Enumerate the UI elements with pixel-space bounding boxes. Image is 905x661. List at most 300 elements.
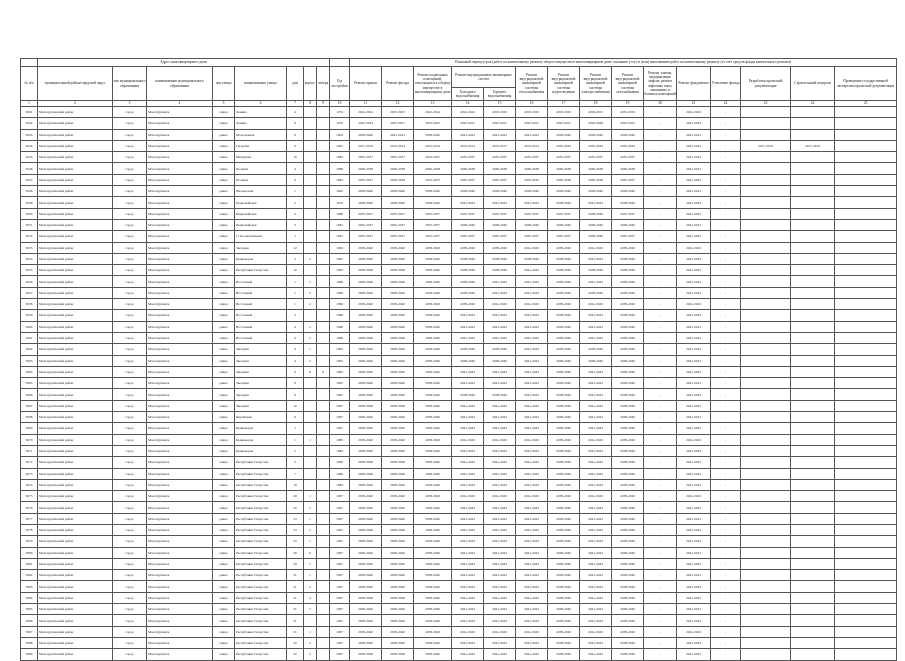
table-cell — [791, 186, 835, 197]
table-cell: 2041-2043 — [677, 355, 711, 366]
table-cell: - — [711, 152, 741, 163]
table-cell: 2041-2043 — [516, 649, 548, 660]
table-cell: 2038-2040 — [414, 626, 452, 637]
table-cell: 2041-2043 — [452, 604, 484, 615]
table-cell: - — [644, 253, 677, 264]
table-cell: - — [711, 445, 741, 456]
table-cell: 2038-2040 — [350, 265, 382, 276]
table-cell: 2038-2040 — [350, 186, 382, 197]
table-row — [21, 378, 897, 389]
table-cell: 1981 — [330, 219, 350, 230]
table-cell: 2041-2043 — [484, 310, 516, 321]
table-cell: - — [644, 626, 677, 637]
table-cell: - — [644, 366, 677, 377]
table-cell: 2038-2040 — [350, 491, 382, 502]
table-cell: 2041-2043 — [452, 502, 484, 513]
table-cell: 2038-2040 — [548, 434, 580, 445]
table-cell: Малопургинский район — [38, 310, 113, 321]
table-cell: 2038-2040 — [350, 592, 382, 603]
table-cell: 2038-2040 — [484, 253, 516, 264]
table-cell — [835, 491, 897, 502]
table-cell: 2038-2040 — [548, 649, 580, 660]
table-cell: Малопургинск — [147, 140, 213, 151]
table-cell: Малопургинск — [147, 378, 213, 389]
table-cell: Малопургинск — [147, 129, 213, 140]
table-cell — [317, 321, 330, 332]
table-cell: 2041-2043 — [484, 366, 516, 377]
table-cell: - — [711, 423, 741, 434]
table-cell: 2038-2040 — [414, 321, 452, 332]
table-cell: 2038-2040 — [548, 445, 580, 456]
table-cell: 2041-2043 — [580, 502, 612, 513]
table-cell — [835, 637, 897, 648]
table-cell: 1 — [287, 299, 304, 310]
table-cell: 2041-2043 — [516, 536, 548, 547]
table-cell: 2038-2040 — [548, 265, 580, 276]
table-cell: 2041-2043 — [580, 253, 612, 264]
table-cell: 2041-2043 — [484, 434, 516, 445]
table-header — [21, 59, 897, 107]
table-cell: 2041-2043 — [580, 479, 612, 490]
table-cell: город — [113, 276, 147, 287]
table-cell: улица — [213, 445, 235, 456]
table-cell: 9 — [287, 129, 304, 140]
table-cell: 2038-2040 — [548, 355, 580, 366]
table-cell: 2041-2043 — [677, 253, 711, 264]
table-cell: 2038-2040 — [548, 626, 580, 637]
table-cell — [741, 400, 791, 411]
table-row — [21, 389, 897, 400]
table-cell: 2038-2040 — [414, 389, 452, 400]
table-cell: 2038-2040 — [382, 321, 414, 332]
table-cell: 1993 — [330, 344, 350, 355]
table-cell — [835, 604, 897, 615]
table-cell: - — [644, 400, 677, 411]
table-cell: 2038-2040 — [548, 570, 580, 581]
table-cell: 31 — [287, 570, 304, 581]
table-cell: 2038-2040 — [612, 412, 644, 423]
table-row — [21, 265, 897, 276]
table-cell: 2 — [304, 502, 317, 513]
table-cell: Восточный — [235, 276, 287, 287]
table-cell: 2041-2043 — [484, 502, 516, 513]
table-cell — [304, 445, 317, 456]
table-cell: 31 — [287, 592, 304, 603]
table-row — [21, 163, 897, 174]
table-cell: 2038-2040 — [612, 299, 644, 310]
table-cell: 2038-2040 — [382, 536, 414, 547]
table-cell: 2041-2043 — [580, 524, 612, 535]
table-cell: 2041-2043 — [516, 242, 548, 253]
table-cell: 1988 — [330, 163, 350, 174]
table-cell: город — [113, 299, 147, 310]
table-cell: 2022-2024 — [350, 118, 382, 129]
table-cell: - — [644, 107, 677, 118]
table-cell: Первомайская — [235, 197, 287, 208]
table-cell: 2041-2043 — [516, 276, 548, 287]
table-cell: 2033-2035 — [414, 174, 452, 185]
header-basement: Ремонт подвальных помещений, относящихся к общему имуществу в многоквартирном доме — [414, 67, 452, 101]
table-cell: 2041-2043 — [516, 287, 548, 298]
table-cell — [317, 649, 330, 660]
table-cell — [741, 152, 791, 163]
table-cell — [304, 412, 317, 423]
table-cell: 1993 — [330, 355, 350, 366]
table-cell: 2022-2024 — [414, 107, 452, 118]
table-cell: 2038-2040 — [548, 536, 580, 547]
table-cell: 2038-2040 — [612, 389, 644, 400]
table-cell: 2041-2043 — [484, 400, 516, 411]
table-cell: 1967 — [330, 140, 350, 151]
table-cell — [835, 219, 897, 230]
header-control: Строительный контроль — [791, 67, 835, 101]
table-cell: 1997 — [330, 524, 350, 535]
table-cell: - — [711, 219, 741, 230]
table-cell: 2038-2040 — [382, 570, 414, 581]
table-cell — [791, 208, 835, 219]
table-cell: 5 — [287, 445, 304, 456]
table-cell: 2041-2043 — [516, 637, 548, 648]
table-cell: 2038-2040 — [612, 400, 644, 411]
table-cell: Малопургинский район — [38, 649, 113, 660]
table-cell: 2041-2043 — [677, 412, 711, 423]
table-cell: 2038-2040 — [548, 412, 580, 423]
table-cell: 6 — [287, 140, 304, 151]
table-cell: 2038-2040 — [382, 547, 414, 558]
table-cell: улица — [213, 355, 235, 366]
table-cell — [791, 581, 835, 592]
table-cell: Малопургинск — [147, 479, 213, 490]
table-cell: Республики Татарстан — [235, 570, 287, 581]
table-row — [21, 186, 897, 197]
table-cell: 20 — [287, 502, 304, 513]
table-cell: город — [113, 197, 147, 208]
header-engineering: Ремонт внутридомовых инженерных систем — [452, 67, 516, 88]
table-cell: 2038-2040 — [382, 479, 414, 490]
table-cell — [741, 491, 791, 502]
header-year-top — [330, 59, 350, 67]
table-cell: 2041-2043 — [484, 468, 516, 479]
table-cell: 5666 — [21, 389, 38, 400]
table-cell: 4 — [287, 355, 304, 366]
table-cell — [317, 107, 330, 118]
table-cell: 31 — [287, 604, 304, 615]
table-cell: 2035-2037 — [548, 208, 580, 219]
table-cell: улица — [213, 502, 235, 513]
table-cell: 25 — [287, 536, 304, 547]
table-cell: Малопургинский район — [38, 231, 113, 242]
table-cell: 31 — [287, 626, 304, 637]
table-cell: 2041-2043 — [516, 468, 548, 479]
table-cell — [317, 140, 330, 151]
table-row — [21, 491, 897, 502]
table-cell: 2035-2037 — [516, 152, 548, 163]
table-cell: Малопургинский район — [38, 423, 113, 434]
table-cell: 2041-2043 — [580, 366, 612, 377]
table-cell: 2041-2043 — [677, 310, 711, 321]
table-cell: 1970 — [330, 118, 350, 129]
table-cell: 2038-2040 — [548, 457, 580, 468]
table-cell: - — [644, 152, 677, 163]
table-cell: 2041-2043 — [516, 265, 548, 276]
table-cell: 10 — [287, 152, 304, 163]
table-cell: 2038-2040 — [516, 219, 548, 230]
table-cell: 2026-2028 — [580, 118, 612, 129]
column-number: 20 — [644, 101, 677, 107]
table-cell: 5679 — [21, 536, 38, 547]
table-cell: 5657 — [21, 287, 38, 298]
table-cell: 2038-2040 — [414, 637, 452, 648]
table-cell — [791, 310, 835, 321]
table-cell: город — [113, 524, 147, 535]
table-cell — [741, 186, 791, 197]
header-elevator: Ремонт, замена, модернизация лифтов, ремонт лифтовых шахт, машинных и блочных помещений — [644, 67, 677, 101]
table-cell: 2038-2040 — [350, 581, 382, 592]
table-cell: город — [113, 287, 147, 298]
table-cell: Малопургинский район — [38, 276, 113, 287]
table-cell: улица — [213, 219, 235, 230]
table-cell: 2038-2040 — [414, 253, 452, 264]
table-row — [21, 321, 897, 332]
table-row — [21, 231, 897, 242]
table-cell: Малопургинск — [147, 174, 213, 185]
table-cell: Малопургинский район — [38, 344, 113, 355]
table-cell: 1 — [287, 231, 304, 242]
table-cell: 2 — [304, 321, 317, 332]
table-cell — [741, 524, 791, 535]
table-cell: 2029-2031 — [580, 107, 612, 118]
table-cell: - — [644, 332, 677, 343]
header-design: Разработка проектной документации — [741, 67, 791, 101]
table-cell: 1974 — [330, 107, 350, 118]
table-cell: - — [711, 536, 741, 547]
table-cell: - — [711, 412, 741, 423]
table-cell: 2038-2040 — [350, 502, 382, 513]
table-cell: - — [711, 321, 741, 332]
table-cell: Республики Татарстан — [235, 558, 287, 569]
table-cell: 2038-2040 — [382, 197, 414, 208]
table-cell: 2036-2038 — [414, 163, 452, 174]
table-cell: 2038-2040 — [452, 344, 484, 355]
table-cell: - — [644, 174, 677, 185]
table-cell: город — [113, 344, 147, 355]
table-cell — [304, 197, 317, 208]
table-cell: 2038-2040 — [580, 287, 612, 298]
table-cell: город — [113, 378, 147, 389]
table-cell: 19 — [287, 479, 304, 490]
table-cell: 2041-2043 — [677, 626, 711, 637]
table-cell: 2036-2038 — [548, 163, 580, 174]
table-cell — [317, 231, 330, 242]
table-cell: 2012-2014 — [414, 140, 452, 151]
table-cell: 1980 — [330, 208, 350, 219]
table-cell: Республики Татарстан — [235, 491, 287, 502]
table-cell: 2038-2040 — [414, 378, 452, 389]
table-cell: 2038-2040 — [414, 445, 452, 456]
table-cell: 1990 — [330, 457, 350, 468]
table-cell: 2041-2043 — [452, 321, 484, 332]
column-number: 25 — [835, 101, 897, 107]
table-cell: - — [711, 355, 741, 366]
table-cell — [791, 118, 835, 129]
table-cell — [791, 253, 835, 264]
table-cell: улица — [213, 253, 235, 264]
table-cell: 2038-2040 — [382, 400, 414, 411]
table-cell: 31 — [287, 581, 304, 592]
table-cell — [304, 389, 317, 400]
table-cell — [791, 242, 835, 253]
table-cell — [741, 174, 791, 185]
table-cell: 4 — [287, 344, 304, 355]
table-cell: Малопургинск — [147, 152, 213, 163]
table-cell — [791, 163, 835, 174]
table-cell: улица — [213, 615, 235, 626]
table-cell: 2038-2040 — [452, 265, 484, 276]
table-cell: - — [711, 276, 741, 287]
table-cell: 2038-2040 — [414, 513, 452, 524]
table-cell: 2041-2043 — [452, 445, 484, 456]
table-cell: улица — [213, 276, 235, 287]
table-cell: 2038-2040 — [382, 524, 414, 535]
table-cell: Малопургинск — [147, 287, 213, 298]
table-cell: 1997 — [330, 513, 350, 524]
table-cell: 2038-2040 — [612, 626, 644, 637]
table-cell: 2041-2043 — [580, 547, 612, 558]
header-litera: литера — [317, 67, 330, 101]
table-row — [21, 502, 897, 513]
table-cell: 2035-2037 — [350, 152, 382, 163]
table-cell: 2038-2040 — [580, 355, 612, 366]
table-row — [21, 434, 897, 445]
table-cell: 2041-2043 — [452, 649, 484, 660]
table-cell: Малопургинский район — [38, 355, 113, 366]
table-cell: 2038-2040 — [548, 547, 580, 558]
table-cell: Пионерская — [235, 186, 287, 197]
table-cell: 2038-2040 — [516, 186, 548, 197]
table-cell: 2038-2040 — [350, 423, 382, 434]
table-cell: 2041-2043 — [484, 604, 516, 615]
table-cell: Кривокорая — [235, 434, 287, 445]
header-district: муниципальный район/городской округ — [38, 67, 113, 101]
table-cell: 2041-2043 — [452, 400, 484, 411]
table-cell: 2041-2043 — [580, 570, 612, 581]
table-cell: 2041-2043 — [677, 524, 711, 535]
table-cell — [741, 265, 791, 276]
table-cell — [835, 253, 897, 264]
table-cell: 2038-2040 — [612, 479, 644, 490]
table-cell: - — [711, 140, 741, 151]
table-cell: Звездная — [235, 400, 287, 411]
table-cell: Малопургинск — [147, 231, 213, 242]
table-cell: 2038-2040 — [548, 400, 580, 411]
table-cell: 2038-2040 — [414, 502, 452, 513]
table-cell: 2041-2043 — [484, 581, 516, 592]
table-cell — [304, 265, 317, 276]
table-cell: Малопургинск — [147, 107, 213, 118]
table-cell: улица — [213, 107, 235, 118]
table-row — [21, 468, 897, 479]
table-cell: 2041-2043 — [452, 592, 484, 603]
table-cell: 2035-2037 — [612, 208, 644, 219]
table-cell: 2041-2043 — [677, 107, 711, 118]
table-cell — [741, 332, 791, 343]
table-cell: 6 — [287, 366, 304, 377]
table-cell: 2038-2040 — [612, 558, 644, 569]
table-cell: - — [711, 400, 741, 411]
table-cell — [791, 491, 835, 502]
table-cell: 2038-2040 — [548, 389, 580, 400]
table-cell: Ленина — [235, 118, 287, 129]
table-cell — [317, 355, 330, 366]
table-cell: Малопургинск — [147, 592, 213, 603]
table-cell: - — [711, 502, 741, 513]
table-cell — [741, 208, 791, 219]
table-cell: 2041-2043 — [677, 174, 711, 185]
table-cell: 2041-2043 — [484, 615, 516, 626]
table-cell: 2038-2040 — [516, 253, 548, 264]
table-cell: Полевая — [235, 174, 287, 185]
table-cell: Малопургинск — [147, 581, 213, 592]
table-cell — [835, 152, 897, 163]
table-cell — [791, 412, 835, 423]
header-sewer: Ремонт внутридомовой инженерной системы водоотведения — [548, 67, 580, 101]
table-cell: 2041-2043 — [580, 389, 612, 400]
table-cell: 2038-2040 — [414, 265, 452, 276]
table-cell: 2041-2043 — [580, 276, 612, 287]
table-cell: 2025-2027 — [548, 118, 580, 129]
table-cell: 2041-2043 — [580, 536, 612, 547]
table-cell — [835, 570, 897, 581]
table-cell: Малопургинск — [147, 615, 213, 626]
table-cell: Малопургинск — [147, 626, 213, 637]
table-cell: 1997 — [330, 536, 350, 547]
table-cell: Малопургинск — [147, 265, 213, 276]
table-cell: 2041-2043 — [452, 434, 484, 445]
table-cell: 2038-2040 — [350, 276, 382, 287]
table-cell: 1997 — [330, 592, 350, 603]
table-cell: - — [711, 434, 741, 445]
header-house: дом — [287, 67, 304, 101]
table-cell: город — [113, 536, 147, 547]
table-cell: город — [113, 423, 147, 434]
table-cell: - — [644, 468, 677, 479]
table-cell: улица — [213, 208, 235, 219]
table-cell: 2038-2040 — [414, 547, 452, 558]
table-cell: Малопургинский район — [38, 118, 113, 129]
table-cell: 1986 — [330, 468, 350, 479]
table-cell — [741, 299, 791, 310]
table-cell: 2041-2043 — [516, 626, 548, 637]
table-cell: 2041-2043 — [580, 378, 612, 389]
table-cell: Малопургинск — [147, 219, 213, 230]
table-cell: 2038-2040 — [612, 513, 644, 524]
table-cell — [317, 174, 330, 185]
table-cell: 5660 — [21, 321, 38, 332]
table-cell: 4 — [287, 163, 304, 174]
table-cell: 2041-2043 — [677, 491, 711, 502]
table-cell: 2038-2040 — [350, 366, 382, 377]
table-cell: 2038-2040 — [414, 615, 452, 626]
table-cell: Кривокорая — [235, 423, 287, 434]
table-cell: 2038-2040 — [382, 637, 414, 648]
table-cell: - — [711, 287, 741, 298]
table-cell: 5680 — [21, 547, 38, 558]
table-cell: 2041-2043 — [677, 287, 711, 298]
table-cell: улица — [213, 186, 235, 197]
table-cell — [741, 197, 791, 208]
table-cell: Малопургинский район — [38, 547, 113, 558]
table-cell: 2035-2037 — [580, 152, 612, 163]
